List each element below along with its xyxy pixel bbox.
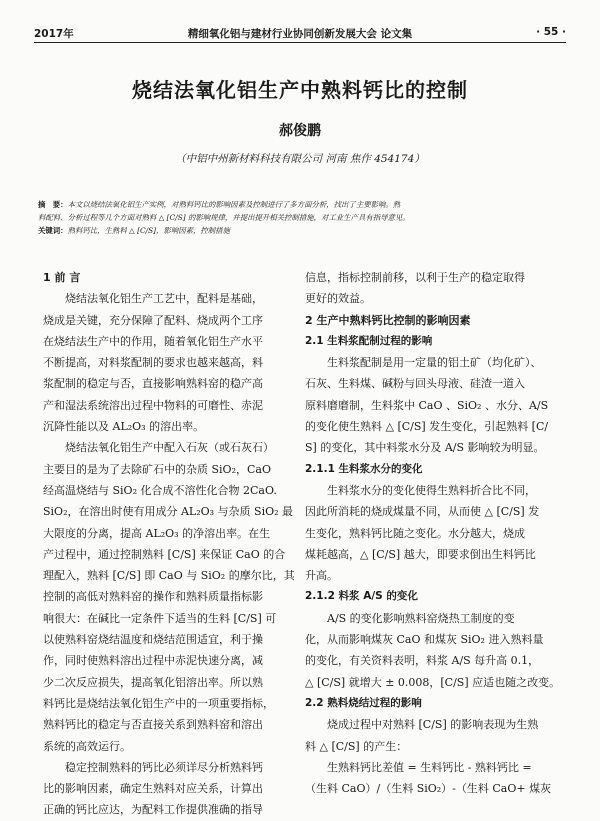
body-text-line: 系统的高效运行。 <box>43 739 131 753</box>
keywords-label: 关键词： <box>38 226 68 235</box>
body-text-line: 石灰、生料煤、碱粉与回头母液、硅渣一道入 <box>305 377 525 391</box>
body-text-line: 因此所消耗的烧成煤量不同，从而使 △ [C/S] 发 <box>305 505 540 519</box>
body-text-line: 主要目的是为了去除矿石中的杂质 SiO₂，CaO <box>43 462 271 476</box>
body-text-line: 料钙比是烧结法氧化铝生产中的一项重要指标， <box>43 696 274 710</box>
abstract-line-2: 料配料、分析过程等几个方面对熟料 △ [C/S] 的影响规律，并提出提升相关控制措施，对工业生产具有指导意见。 <box>38 213 410 222</box>
body-text-line: 原料磨磨制，生料浆中 CaO 、SiO₂ 、水分、A/S <box>305 398 549 412</box>
body-text-line: 经高温烧结与 SiO₂ 化合成不溶性化合物 2CaO. <box>43 483 277 497</box>
body-text-line: 响很大：在碱比一定条件下适当的生料 [C/S] 可 <box>43 611 277 625</box>
abstract-line-1 <box>38 198 566 211</box>
section-heading: 1 前 言 <box>43 271 81 284</box>
body-text-line: 熟料钙比的稳定与否直接关系到熟料窑和溶出 <box>43 718 263 732</box>
body-text-line: A/S 的变化影响熟料窑烧热工制度的变 <box>305 611 515 625</box>
body-text-line: 信息，指标控制前移，以利于生产的稳定取得 <box>305 271 525 284</box>
keywords-text: 熟料钙比，生熟料 △ [C/S]，影响因素，控制措施 <box>67 226 230 235</box>
body-text-line: 正确的钙比应达，为配料工作提供准确的指导 <box>43 803 263 817</box>
body-text-line: 沉降性能以及 AL₂O₃ 的溶出率。 <box>43 420 205 434</box>
body-text-line: 化，从而影响煤灰 CaO 和煤灰 SiO₂ 进入熟料量 <box>305 633 544 647</box>
body-text-line: 生料浆配制是用一定量的铝土矿（均化矿）、 <box>305 356 542 370</box>
article-title: 烧结法氧化铝生产中熟料钙比的控制 <box>132 78 468 102</box>
body-text-line: 生料浆水分的变化使得生熟料折合比不同， <box>305 483 536 497</box>
abstract-label: 摘 要： <box>38 200 68 209</box>
body-text-line: 的变化使生熟料 △ [C/S] 发生变化，引起熟料 [C/ <box>305 420 549 434</box>
body-text-line: 烧成是关键，充分保障了配料、烧成两个工序 <box>43 313 263 327</box>
body-text-line: 稳定控制熟料的钙比必须详尽分析熟料钙 <box>43 760 263 774</box>
body-text-line: SiO₂，在溶出时使有用成分 AL₂O₃ 与杂质 SiO₂ 最 <box>43 505 294 519</box>
body-text-line: 控制的高低对熟料窑的操作和熟料质量指标影 <box>43 590 263 604</box>
body-text-line: 浆配制的稳定与否，直接影响熟料窑的稳产高 <box>43 377 263 391</box>
body-text-line: 产和湿法系统溶出过程中物料的可磨性、赤泥 <box>43 398 263 412</box>
body-text-line: 生熟料钙比差值 = 生料钙比 - 熟料钙比 = <box>305 760 532 774</box>
subsection-heading: 2.2 熟料烧结过程的影响 <box>305 696 422 709</box>
body-text-line: 烧结法氧化铝生产中配入石灰（或石灰石） <box>43 441 274 455</box>
body-text-line: 料 △ [C/S] 的产生： <box>305 739 408 753</box>
body-text-line: 煤耗越高，△ [C/S] 越大，即要求倒出生料钙比 <box>305 547 536 561</box>
abstract-text-1: 本文以烧结法氧化铝生产实例，对熟料钙比的影响因素及控制进行了多方面分析，找出了主要影响。熟 <box>67 200 401 209</box>
article-affiliation: （中铝中州新材料科技有限公司 河南 焦作 454174） <box>175 153 425 165</box>
body-text-line: 产过程中，通过控制熟料 [C/S] 来保证 CaO 的合 <box>43 547 286 561</box>
body-text-line: 不断提高，对料浆配制的要求也越来越高，料 <box>43 356 263 370</box>
subsection-heading: 2.1.2 料浆 A/S 的变化 <box>305 590 418 603</box>
body-text-line: 在烧结法生产中的作用，随着氧化铝生产水平 <box>43 334 263 348</box>
header-page-number: · 55 · <box>536 26 566 38</box>
abstract <box>38 198 566 237</box>
running-header <box>34 22 566 42</box>
body-text-line: 生变化，熟料钙比随之变化。水分越大，烧成 <box>305 526 525 540</box>
body-text-line: 理配入，熟料 [C/S] 即 CaO 与 SiO₂ 的摩尔比，其 <box>43 569 295 583</box>
subsection-heading: 2.1.1 生料浆水分的变化 <box>305 462 423 475</box>
body-text-line: S] 的变化，其中料浆水分及 A/S 影响较为明显。 <box>305 441 545 455</box>
body-text-line: 比的影响因素，确定生熟料对应关系，计算出 <box>43 782 263 796</box>
body-text-line: 以使熟料窑烧结温度和烧结范围适宜，利于操 <box>43 633 263 647</box>
body-text-line: （生料 CaO）/（生料 SiO₂）-（生料 CaO+ 煤灰 <box>305 782 552 796</box>
body-text-line: 少二次反应损失，提高氧化铝溶出率。所以熟 <box>43 675 263 689</box>
article-author: 郝俊鹏 <box>279 123 321 139</box>
body-text-line: 烧成过程中对熟料 [C/S] 的影响表现为生熟 <box>305 718 539 732</box>
body-text-line: 更好的效益。 <box>305 292 371 306</box>
left-column <box>43 267 301 821</box>
body-text-line: 烧结法氧化铝生产工艺中，配料是基础， <box>43 292 263 306</box>
right-column <box>305 267 563 799</box>
header-rule <box>34 42 566 43</box>
header-year: 2017年 <box>34 28 74 40</box>
subsection-heading: 2.1 生料浆配制过程的影响 <box>305 334 433 347</box>
section-heading: 2 生产中熟料钙比控制的影响因素 <box>305 313 471 327</box>
keywords-line <box>38 224 566 237</box>
body-text-line: 的变化，有关资料表明，料浆 A/S 每升高 0.1， <box>305 654 540 668</box>
body-text-line: 大限度的分离，提高 AL₂O₃ 的净溶出率。在生 <box>43 526 271 540</box>
body-text-line: 作，同时使熟料溶出过程中赤泥快速分离，减 <box>43 654 263 668</box>
body-text-line: 升高。 <box>305 569 338 583</box>
header-conference: 精细氧化铝与建材行业协同创新发展大会 论文集 <box>187 28 413 40</box>
body-text-line: △ [C/S] 就增大 ± 0.008，[C/S] 应适也随之改变。 <box>305 675 561 689</box>
